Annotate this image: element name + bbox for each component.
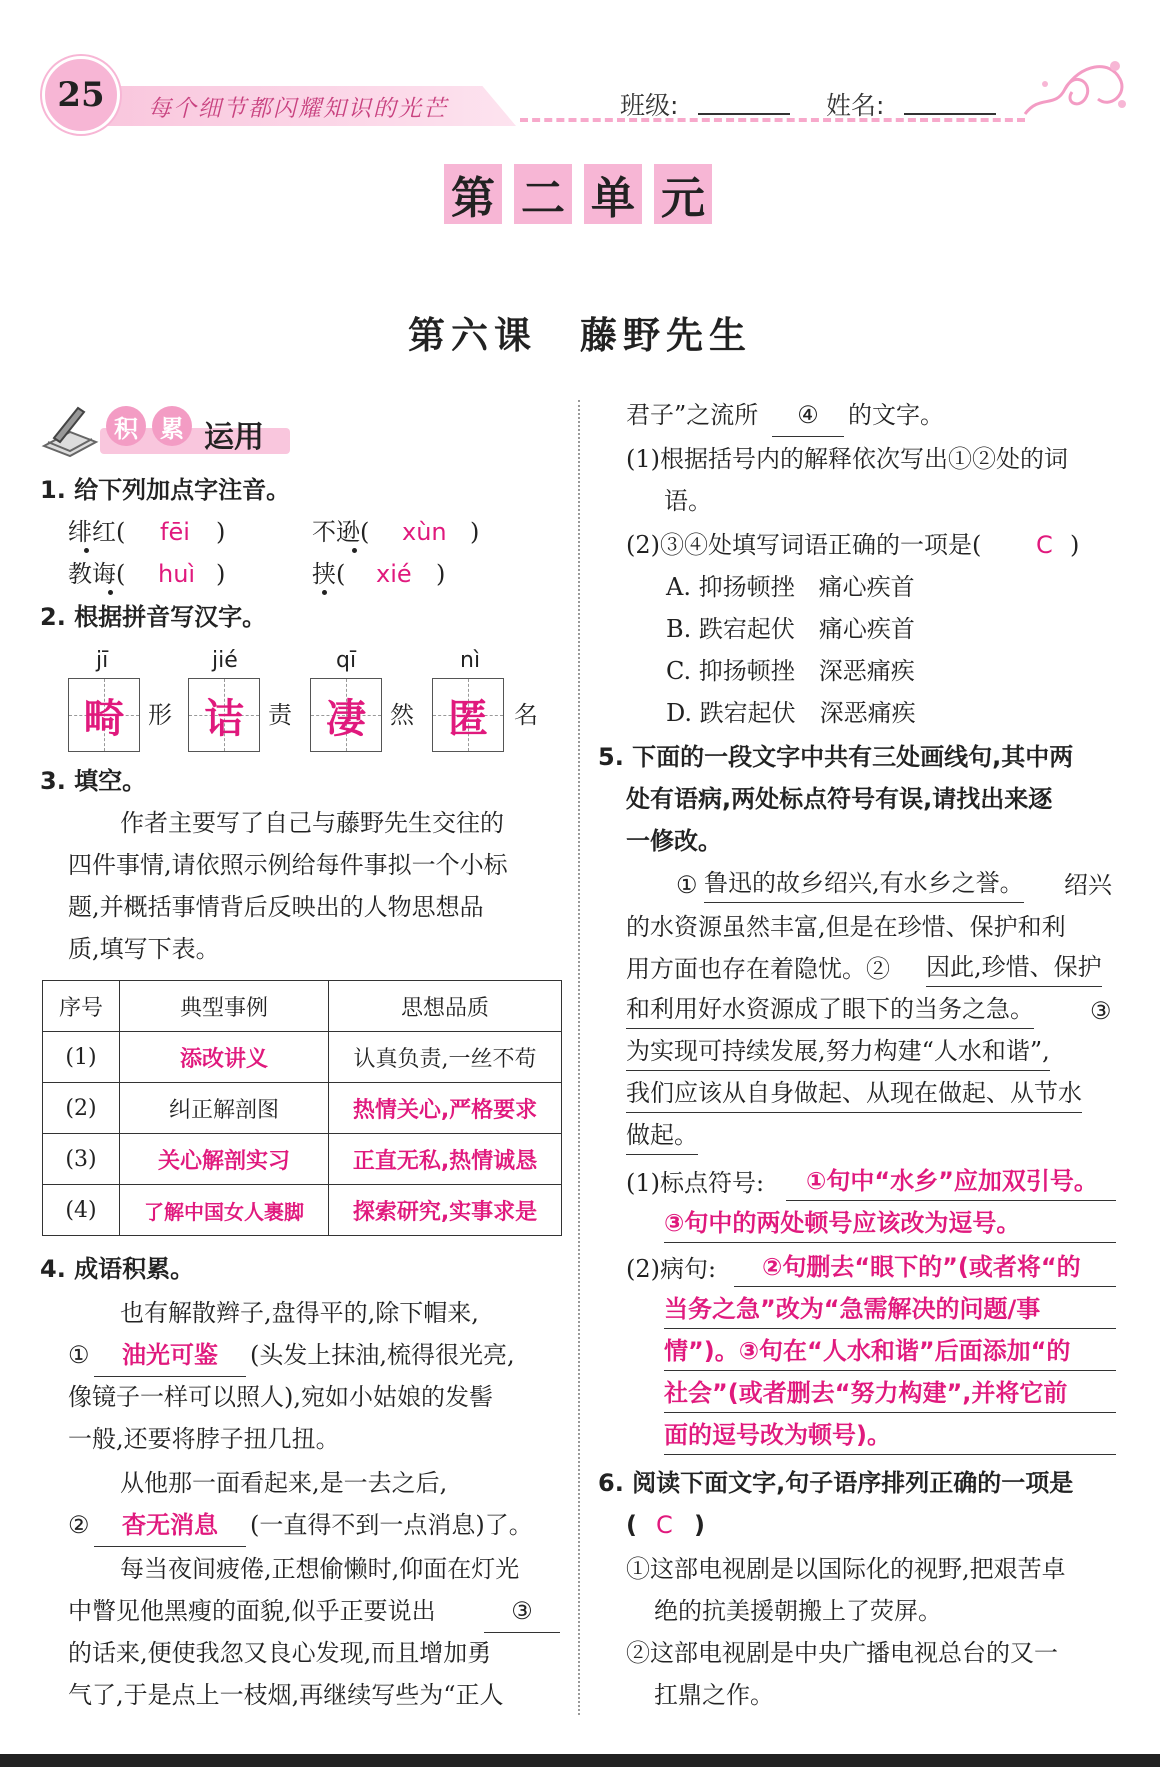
- q4-text-line: 从他那一面看起来,是一去之后,: [120, 1469, 448, 1497]
- q4-text-line: 中瞥见他黑瘦的面貌,似乎正要说出: [68, 1597, 436, 1625]
- unit-title-char: 第: [444, 164, 502, 224]
- q1-title: 1. 给下列加点字注音。: [40, 476, 291, 504]
- q5-sick-answer: 情”)。③句在“人水和谐”后面添加“的: [664, 1332, 1116, 1371]
- q1-word: 挟(: [312, 560, 346, 588]
- q5-sick-answer: 社会”(或者删去“努力构建”,并将它前: [664, 1374, 1116, 1413]
- q1-answer: xùn: [402, 518, 447, 546]
- table-header-cell: 序号: [43, 981, 120, 1032]
- q2-suffix: 名: [514, 701, 538, 729]
- q2-suffix: 形: [148, 701, 172, 729]
- name-label: 姓名:: [826, 91, 885, 120]
- table-cell-no: (3): [43, 1134, 120, 1185]
- q4-sub1-line: (1)根据括号内的解释依次写出①②处的词: [626, 445, 1068, 473]
- q4-text-line: 的话来,便使我忽又良心发现,而且增加勇: [68, 1639, 492, 1667]
- q5-title-line: 5. 下面的一段文字中共有三处画线句,其中两: [598, 743, 1074, 771]
- q4-text-line: (头发上抹油,梳得很光亮,: [250, 1341, 515, 1369]
- q1-close: ): [216, 518, 226, 546]
- section-title-char: 积: [106, 406, 146, 446]
- q4-text-line: 一般,还要将脖子扭几扭。: [68, 1425, 340, 1453]
- q6-item-line: 绝的抗美援朝搬上了荧屏。: [654, 1597, 942, 1625]
- table-header-cell: 思想品质: [329, 981, 562, 1032]
- name-field[interactable]: [904, 112, 996, 115]
- table-cell-event: 添改讲义: [120, 1032, 329, 1083]
- q4-text-line: 像镜子一样可以照人),宛如小姑娘的发髻: [68, 1383, 493, 1411]
- unit-title-char: 元: [654, 164, 712, 224]
- q6-answer: C: [656, 1511, 673, 1539]
- q5-sick-answer: 面的逗号改为顿号)。: [664, 1416, 1116, 1455]
- q3-para-line: 题,并概括事情背后反映出的人物思想品: [68, 893, 484, 921]
- q4-title: 4. 成语积累。: [40, 1255, 195, 1283]
- q4-option: D. 跌宕起伏 深恶痛疾: [666, 699, 916, 727]
- q5-underlined-sentence: 鲁迅的故乡绍兴,有水乡之誉。: [704, 864, 1024, 903]
- q4-sub2-answer: C: [1036, 531, 1053, 559]
- q5-sick-answer: ②句删去“眼下的”(或者将“的: [734, 1248, 1116, 1287]
- column-divider: [578, 400, 580, 1715]
- q6-paren: ): [694, 1511, 705, 1539]
- q3-para-line: 质,填写下表。: [68, 935, 220, 963]
- q1-word: 绯红(: [68, 518, 126, 546]
- table-cell-no: (4): [43, 1185, 120, 1236]
- q2-answer: 畸: [84, 695, 124, 742]
- header-slogan: 每个细节都闪耀知识的光芒: [148, 96, 448, 122]
- q5-passage-text: 的水资源虽然丰富,但是在珍惜、保护和利: [626, 913, 1066, 941]
- emphasis-dot: [108, 590, 113, 595]
- q5-underlined-sentence: 我们应该从自身做起、从现在做起、从节水: [626, 1074, 1082, 1113]
- table-cell-event: 纠正解剖图: [120, 1083, 329, 1134]
- q5-passage-num: ③: [1090, 997, 1112, 1025]
- q4-text-line: 气了,于是点上一枝烟,再继续写些为“正人: [68, 1681, 504, 1709]
- flourish-ornament-icon: [1020, 54, 1130, 124]
- table-row: [43, 1083, 562, 1134]
- q2-answer: 诘: [204, 695, 244, 742]
- q6-paren: (: [626, 1511, 637, 1539]
- q5-sick-label: (2)病句:: [626, 1255, 717, 1283]
- q2-char-box[interactable]: [432, 678, 504, 752]
- q2-pinyin: nì: [460, 648, 481, 673]
- q4-text-line: 君子”之流所: [626, 401, 759, 429]
- emphasis-dot: [352, 548, 357, 553]
- q3-title: 3. 填空。: [40, 767, 147, 795]
- table-cell-event: 关心解剖实习: [120, 1134, 329, 1185]
- table-cell-event: 了解中国女人裹脚: [120, 1185, 329, 1236]
- q2-title: 2. 根据拼音写汉字。: [40, 603, 267, 631]
- lesson-title: 第六课 藤野先生: [408, 313, 752, 357]
- q2-pinyin: qī: [336, 648, 357, 673]
- book-pen-icon: [40, 402, 102, 460]
- q2-answer: 凄: [326, 695, 366, 742]
- q4-blank-4[interactable]: ④: [772, 394, 844, 437]
- q2-pinyin: jié: [212, 648, 238, 673]
- q4-option: B. 跌宕起伏 痛心疾首: [666, 615, 915, 643]
- table-row: [43, 1134, 562, 1185]
- table-cell-quality: 认真负责,一丝不苟: [329, 1032, 562, 1083]
- q2-answer: 匿: [448, 695, 488, 742]
- q4-text-line: 每当夜间疲倦,正想偷懒时,仰面在灯光: [120, 1555, 520, 1583]
- q6-item-line: 扛鼎之作。: [654, 1681, 774, 1709]
- q5-punct-answer: ③句中的两处顿号应该改为逗号。: [664, 1204, 1116, 1243]
- q2-suffix: 然: [390, 701, 414, 729]
- q6-item-line: ①这部电视剧是以国际化的视野,把艰苦卓: [626, 1555, 1066, 1583]
- q2-suffix: 责: [268, 701, 292, 729]
- table-row: [43, 1032, 562, 1083]
- q1-answer: huì: [158, 560, 196, 588]
- q1-close: ): [436, 560, 446, 588]
- q2-char-box[interactable]: [68, 678, 140, 752]
- page-number-badge: 25: [42, 56, 120, 134]
- q5-passage-text: 用方面也存在着隐忧。②: [626, 955, 890, 983]
- q3-para-line: 四件事情,请依照示例给每件事拟一个小标: [68, 851, 508, 879]
- q4-sub2-close: ): [1070, 531, 1080, 559]
- q1-close: ): [216, 560, 226, 588]
- class-field[interactable]: [698, 112, 790, 115]
- q5-punct-answer: ①句中“水乡”应加双引号。: [786, 1162, 1116, 1201]
- q5-title-line: 一修改。: [626, 827, 722, 855]
- table-header-row: [43, 981, 562, 1032]
- table-cell-no: (2): [43, 1083, 120, 1134]
- q4-sub2-text: (2)③④处填写词语正确的一项是(: [626, 531, 982, 559]
- unit-title-char: 单: [584, 164, 642, 224]
- emphasis-dot: [322, 590, 327, 595]
- section-title-text: 运用: [204, 420, 264, 455]
- table-cell-quality: 探索研究,实事求是: [329, 1185, 562, 1236]
- q1-close: ): [470, 518, 480, 546]
- q5-passage-num: ①: [676, 871, 698, 899]
- q4-answer-1: 油光可鉴: [94, 1334, 246, 1377]
- q2-char-box[interactable]: [310, 678, 382, 752]
- table-cell-quality: 正直无私,热情诚恳: [329, 1134, 562, 1185]
- q4-answer-2: 杳无消息: [94, 1504, 246, 1547]
- table-cell-quality: 热情关心,严格要求: [329, 1083, 562, 1134]
- q4-text-line: 也有解散辫子,盘得平的,除下帽来,: [120, 1299, 479, 1327]
- q6-title: 6. 阅读下面文字,句子语序排列正确的一项是: [598, 1469, 1074, 1497]
- table-row: [43, 1185, 562, 1236]
- table-header-cell: 典型事例: [120, 981, 329, 1032]
- q4-option: C. 抑扬顿挫 深恶痛疾: [666, 657, 915, 685]
- q1-word: 不逊(: [312, 518, 370, 546]
- unit-title-char: 二: [514, 164, 572, 224]
- class-label: 班级:: [620, 91, 679, 120]
- q4-blank-number: ①: [68, 1341, 90, 1369]
- q5-underlined-sentence: 和利用好水资源成了眼下的当务之急。: [626, 990, 1034, 1029]
- bottom-bar: [0, 1754, 1160, 1767]
- section-title-char: 累: [152, 406, 192, 446]
- q4-option: A. 抑扬顿挫 痛心疾首: [666, 573, 915, 601]
- q5-underlined-sentence: 做起。: [626, 1116, 698, 1155]
- q5-passage-text: 绍兴: [1064, 871, 1112, 899]
- q5-title-line: 处有语病,两处标点符号有误,请找出来逐: [626, 785, 1053, 813]
- emphasis-dot: [84, 548, 89, 553]
- q3-para-line: 作者主要写了自己与藤野先生交往的: [120, 809, 504, 837]
- q4-blank-number: ②: [68, 1511, 90, 1539]
- q5-punct-label: (1)标点符号:: [626, 1169, 765, 1197]
- q3-table: [42, 980, 562, 1236]
- q5-underlined-sentence: 为实现可持续发展,努力构建“人水和谐”,: [626, 1032, 1050, 1071]
- q5-underlined-sentence: 因此,珍惜、保护: [926, 948, 1102, 987]
- q2-char-box[interactable]: [188, 678, 260, 752]
- q1-answer: xié: [376, 560, 412, 588]
- q4-text-line: (一直得不到一点消息)了。: [250, 1511, 533, 1539]
- q4-text-line: 的文字。: [848, 401, 944, 429]
- q4-blank-3[interactable]: ③: [484, 1590, 560, 1633]
- q1-word: 教诲(: [68, 560, 126, 588]
- q5-sick-answer: 当务之急”改为“急需解决的问题/事: [664, 1290, 1116, 1329]
- q6-item-line: ②这部电视剧是中央广播电视总台的又一: [626, 1639, 1058, 1667]
- q2-pinyin: jī: [96, 648, 109, 673]
- q1-answer: fēi: [160, 518, 190, 546]
- table-cell-no: (1): [43, 1032, 120, 1083]
- q4-sub1-line: 语。: [664, 487, 712, 515]
- header-dashed-divider: [520, 118, 1025, 122]
